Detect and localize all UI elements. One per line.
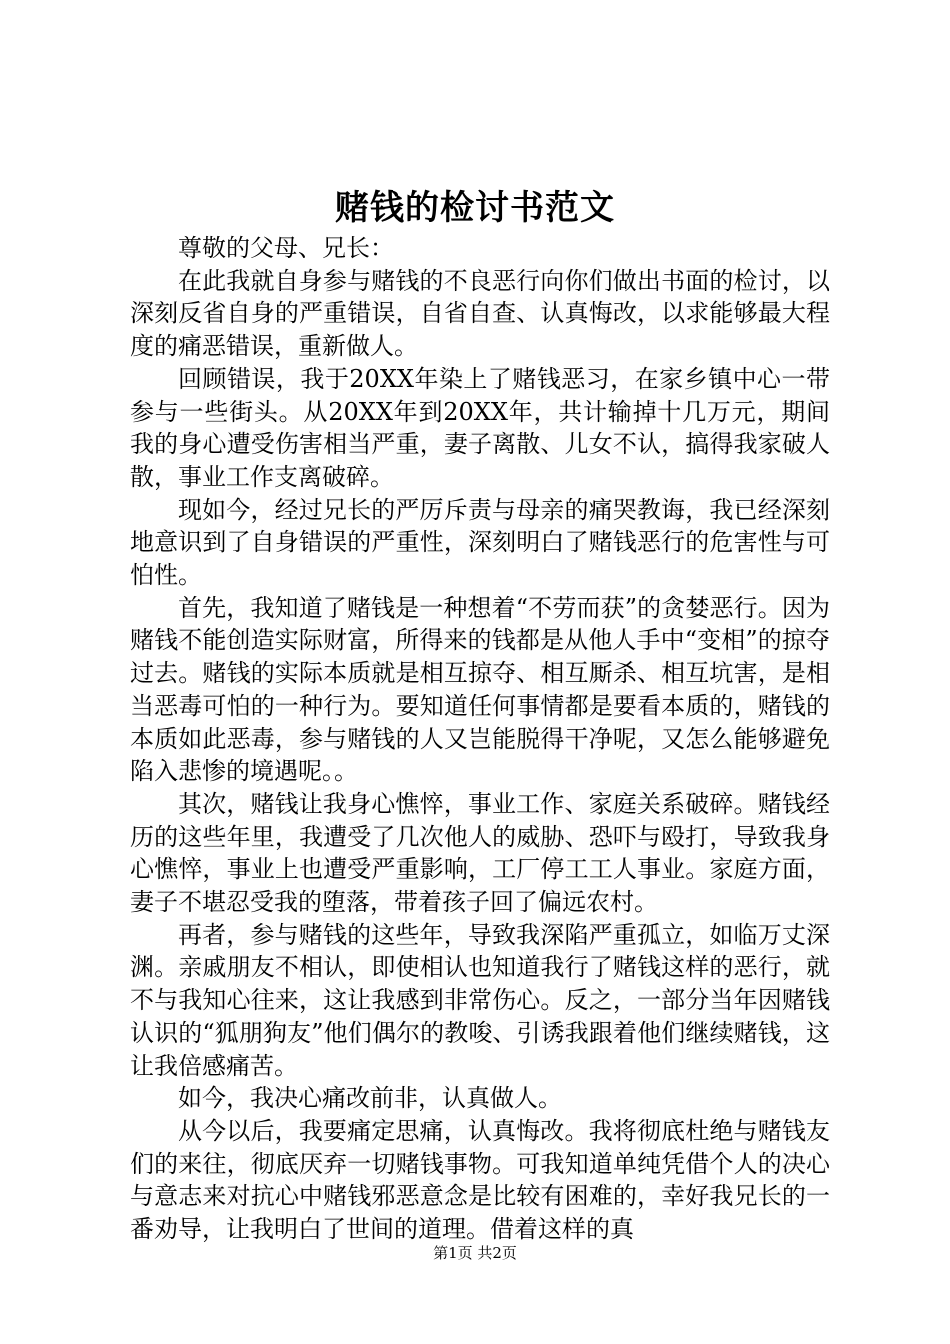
paragraph: 其次，赌钱让我身心憔悴，事业工作、家庭关系破碎。赌钱经历的这些年里，我遭受了几次他人的威胁、恐吓与殴打，导致我身心憔悴，事业上也遭受严重影响，工厂停工工人事业。家庭方面，妻子不堪忍受我的堕落，带着孩子回了偏远农村。 — [130, 789, 830, 917]
page-number-footer: 第1页 共2页 — [433, 1244, 517, 1262]
paragraph: 再者，参与赌钱的这些年，导致我深陷严重孤立，如临万丈深渊。亲戚朋友不相认，即使相认也知道我行了赌钱这样的恶行，就不与我知心往来，这让我感到非常伤心。反之，一部分当年因赌钱认识的“狐朋狗友”他们偶尔的教唆、引诱我跟着他们继续赌钱，这让我倍感痛苦。 — [130, 920, 830, 1080]
document-title: 赌钱的检讨书范文 — [335, 188, 615, 228]
paragraph-salutation: 尊敬的父母、兄长： — [178, 234, 394, 262]
paragraph: 首先，我知道了赌钱是一种想着“不劳而获”的贪婪恶行。因为赌钱不能创造实际财富，所得来的钱都是从他人手中“变相”的掠夺过去。赌钱的实际本质就是相互掠夺、相互厮杀、相互坑害，是相当恶毒可怕的一种行为。要知道任何事情都是要看本质的，赌钱的本质如此恶毒，参与赌钱的人又岂能脱得干净呢，又怎么能够避免陷入悲惨的境遇呢。。 — [130, 593, 830, 786]
paragraph: 从今以后，我要痛定思痛，认真悔改。我将彻底杜绝与赌钱友们的来往，彻底厌弃一切赌钱事物。可我知道单纯凭借个人的决心与意志来对抗心中赌钱邪恶意念是比较有困难的，幸好我兄长的一番劝导，让我明白了世间的道理。借着这样的真 — [130, 1116, 830, 1244]
paragraph: 如今，我决心痛改前非，认真做人。 — [178, 1084, 562, 1113]
paragraph: 现如今，经过兄长的严厉斥责与母亲的痛哭教诲，我已经深刻地意识到了自身错误的严重性，深刻明白了赌钱恶行的危害性与可怕性。 — [130, 495, 830, 590]
paragraph: 回顾错误，我于20XX年染上了赌钱恶习，在家乡镇中心一带参与一些街头。从20XX年到20XX年，共计输掉十几万元，期间我的身心遭受伤害相当严重，妻子离散、儿女不认，搞得我家破人散，事业工作支离破碎。 — [130, 364, 830, 491]
paragraph: 在此我就自身参与赌钱的不良恶行向你们做出书面的检讨，以深刻反省自身的严重错误，自省自查、认真悔改，以求能够最大程度的痛恶错误，重新做人。 — [130, 266, 830, 361]
document-body — [130, 232, 830, 1246]
